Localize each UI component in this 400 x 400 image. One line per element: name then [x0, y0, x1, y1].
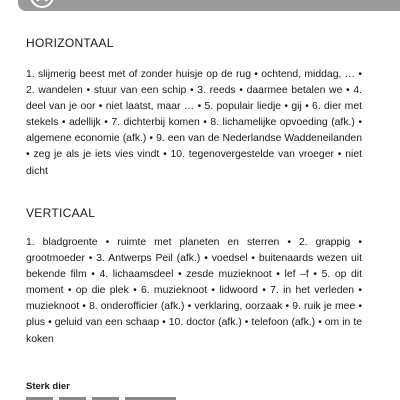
header-band-fill — [18, 0, 400, 11]
verticaal-heading: VERTICAAL — [26, 206, 96, 220]
footer-text-cutoff — [26, 395, 176, 400]
verticaal-clues: 1. bladgroente • ruimte met planeten en sterren • 2. grappig • grootmoeder • 3. Antwerps Peil (afk.) • voedsel • buitenaards wezen uit bekende film • 4. lichaamsdeel • zesde muzieknoot • lef –f • 5. op dit moment • op die plek • 6. muzieknoot • lidwoord • 7. in het verleden • muzieknoot • 8. onderofficier (afk.) • verklaring, oorzaak • 9. ruik je mee • plus • geluid van een schaap • 10. doctor (afk.) • telefoon (afk.) • om in te koken — [26, 237, 362, 345]
horizontaal-heading: HORIZONTAAL — [26, 36, 114, 50]
footer-heading: Sterk dier — [26, 381, 70, 392]
header-band — [0, 0, 400, 12]
horizontaal-clues: 1. slijmerig beest met of zonder huisje op de rug • ochtend, middag, … • 2. wandelen • stuur van een schip • 3. reeds • daarmee betalen we • 4. deel van je oor • niet laatst, maar … • 5. populair liedje • gij • 6. dier met stekels • adellijk • 7. dichterbij komen • 8. lichamelijke opvoeding (afk.) • algemene economie (afk.) • 9. een van de Nederlandse Waddeneilanden • zeg je als je iets vies vindt • 10. tegenovergestelde van vroeger • niet dicht — [26, 69, 362, 177]
